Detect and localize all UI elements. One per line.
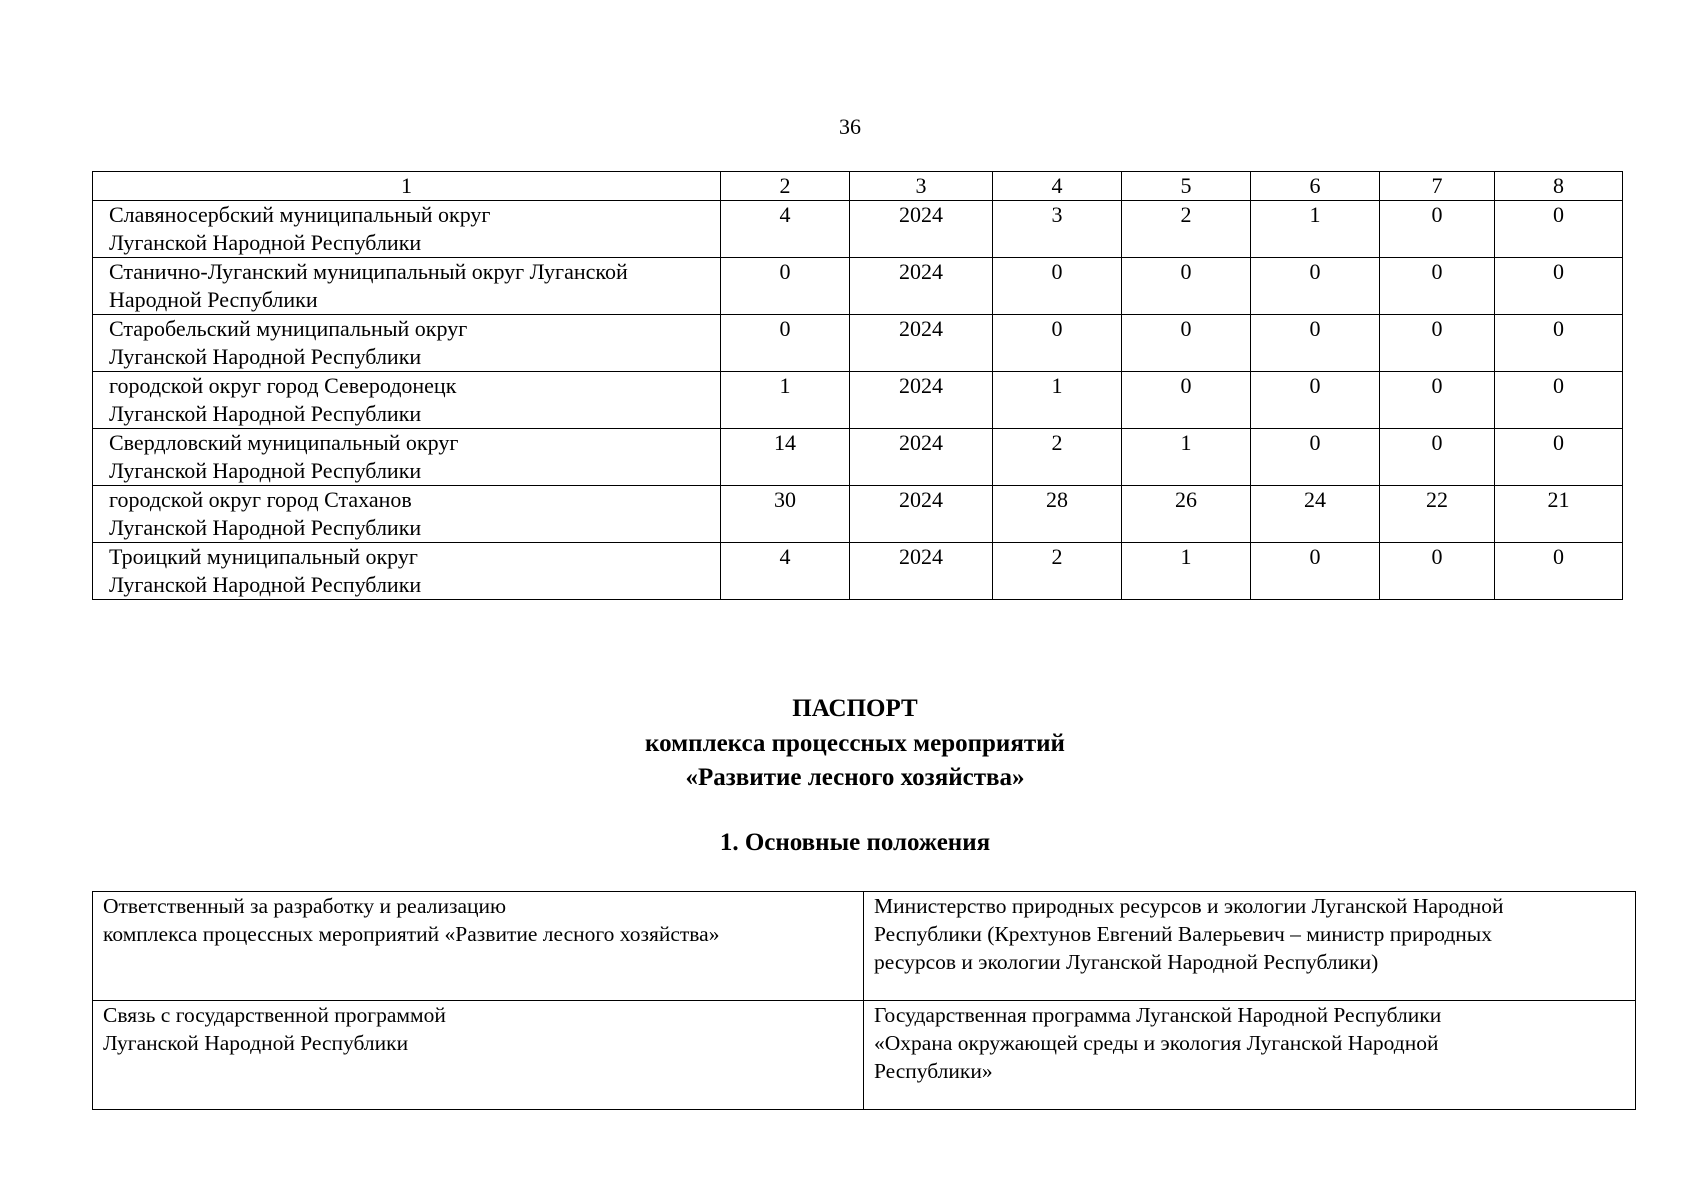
value-cell: 0	[993, 258, 1122, 315]
value-cell: 0	[1122, 315, 1251, 372]
value-cell: 1	[993, 372, 1122, 429]
value-cell: 2024	[850, 258, 993, 315]
value-cell: 4	[721, 201, 850, 258]
value-cell: 3	[993, 201, 1122, 258]
value-cell: 0	[1122, 258, 1251, 315]
passport-subtitle: комплекса процессных мероприятий	[645, 730, 1065, 757]
table-header-row	[93, 172, 1623, 201]
table-row	[93, 315, 1623, 372]
passport-subtitle: «Развитие лесного хозяйства»	[685, 764, 1025, 791]
column-header: 8	[1495, 172, 1623, 201]
info-label-line: Луганской Народной Республики	[103, 1031, 409, 1055]
district-name-line: Старобельский муниципальный округ	[109, 316, 468, 341]
info-value-line: ресурсов и экологии Луганской Народной Республики)	[874, 950, 1379, 974]
value-cell: 0	[1251, 543, 1380, 600]
info-label-line: комплекса процессных мероприятий «Развитие лесного хозяйства»	[103, 922, 720, 946]
info-label-cell	[93, 892, 864, 1001]
value-cell: 21	[1495, 486, 1623, 543]
value-cell: 0	[1251, 429, 1380, 486]
indicators-table	[92, 171, 1623, 600]
value-cell: 2024	[850, 315, 993, 372]
district-name-cell	[93, 258, 721, 315]
value-cell: 0	[1380, 315, 1495, 372]
value-cell: 1	[1251, 201, 1380, 258]
info-value-line: Республики»	[874, 1059, 993, 1083]
district-name-cell	[93, 486, 721, 543]
district-name-cell	[93, 201, 721, 258]
table-row	[93, 201, 1623, 258]
value-cell: 0	[721, 258, 850, 315]
info-value-line: Республики (Крехтунов Евгений Валерьевич – министр природных	[874, 922, 1492, 946]
table-row	[93, 486, 1623, 543]
column-header: 6	[1251, 172, 1380, 201]
district-name-line: городской округ город Северодонецк	[109, 373, 457, 398]
value-cell: 0	[1251, 315, 1380, 372]
value-cell: 0	[1495, 372, 1623, 429]
district-name-line: городской округ город Стаханов	[109, 487, 412, 512]
value-cell: 0	[993, 315, 1122, 372]
value-cell: 0	[1380, 201, 1495, 258]
value-cell: 0	[1380, 543, 1495, 600]
district-name-line: Луганской Народной Республики	[109, 458, 422, 483]
passport-title: ПАСПОРТ	[792, 695, 918, 722]
value-cell: 0	[1495, 543, 1623, 600]
column-header: 5	[1122, 172, 1251, 201]
district-name-line: Славяносербский муниципальный округ	[109, 202, 491, 227]
value-cell: 28	[993, 486, 1122, 543]
info-label-cell	[93, 1001, 864, 1110]
district-name-line: Луганской Народной Республики	[109, 344, 422, 369]
district-name-line: Луганской Народной Республики	[109, 401, 422, 426]
district-name-line: Троицкий муниципальный округ	[109, 544, 418, 569]
info-value-line: Государственная программа Луганской Народной Республики	[874, 1003, 1442, 1027]
value-cell: 30	[721, 486, 850, 543]
info-value-line: «Охрана окружающей среды и экология Луганской Народной	[874, 1031, 1439, 1055]
value-cell: 2024	[850, 201, 993, 258]
table-row	[93, 1001, 1636, 1110]
value-cell: 2024	[850, 543, 993, 600]
value-cell: 1	[1122, 429, 1251, 486]
value-cell: 0	[1495, 429, 1623, 486]
column-header: 4	[993, 172, 1122, 201]
value-cell: 0	[1380, 429, 1495, 486]
column-header: 3	[850, 172, 993, 201]
value-cell: 4	[721, 543, 850, 600]
value-cell: 0	[1122, 372, 1251, 429]
main-provisions-table	[92, 891, 1636, 1110]
value-cell: 14	[721, 429, 850, 486]
info-value-cell	[864, 892, 1636, 1001]
value-cell: 2	[993, 543, 1122, 600]
value-cell: 0	[1495, 201, 1623, 258]
value-cell: 24	[1251, 486, 1380, 543]
table-row	[93, 372, 1623, 429]
district-name-cell	[93, 543, 721, 600]
value-cell: 0	[1380, 372, 1495, 429]
info-label-line: Связь с государственной программой	[103, 1003, 446, 1027]
district-name-cell	[93, 429, 721, 486]
table-row	[93, 543, 1623, 600]
district-name-cell	[93, 372, 721, 429]
info-value-line: Министерство природных ресурсов и экологии Луганской Народной	[874, 894, 1504, 918]
value-cell: 1	[721, 372, 850, 429]
value-cell: 2024	[850, 486, 993, 543]
district-name-line: Луганской Народной Республики	[109, 515, 422, 540]
value-cell: 0	[1251, 372, 1380, 429]
value-cell: 0	[1380, 258, 1495, 315]
table-row	[93, 429, 1623, 486]
value-cell: 2024	[850, 429, 993, 486]
value-cell: 1	[1122, 543, 1251, 600]
value-cell: 2024	[850, 372, 993, 429]
value-cell: 0	[1495, 315, 1623, 372]
info-value-cell	[864, 1001, 1636, 1110]
table-row	[93, 892, 1636, 1001]
district-name-line: Станично-Луганский муниципальный округ Луганской	[109, 259, 628, 284]
value-cell: 26	[1122, 486, 1251, 543]
value-cell: 2	[1122, 201, 1251, 258]
info-label-line: Ответственный за разработку и реализацию	[103, 894, 507, 918]
value-cell: 0	[1495, 258, 1623, 315]
column-header: 2	[721, 172, 850, 201]
district-name-line: Свердловский муниципальный округ	[109, 430, 459, 455]
column-header: 1	[93, 172, 721, 201]
value-cell: 0	[721, 315, 850, 372]
page-number: 36	[839, 114, 861, 139]
value-cell: 0	[1251, 258, 1380, 315]
column-header: 7	[1380, 172, 1495, 201]
section-heading: 1. Основные положения	[719, 829, 991, 856]
value-cell: 2	[993, 429, 1122, 486]
table-row	[93, 258, 1623, 315]
district-name-line: Луганской Народной Республики	[109, 230, 422, 255]
district-name-cell	[93, 315, 721, 372]
district-name-line: Луганской Народной Республики	[109, 572, 422, 597]
district-name-line: Народной Республики	[109, 287, 318, 312]
value-cell: 22	[1380, 486, 1495, 543]
